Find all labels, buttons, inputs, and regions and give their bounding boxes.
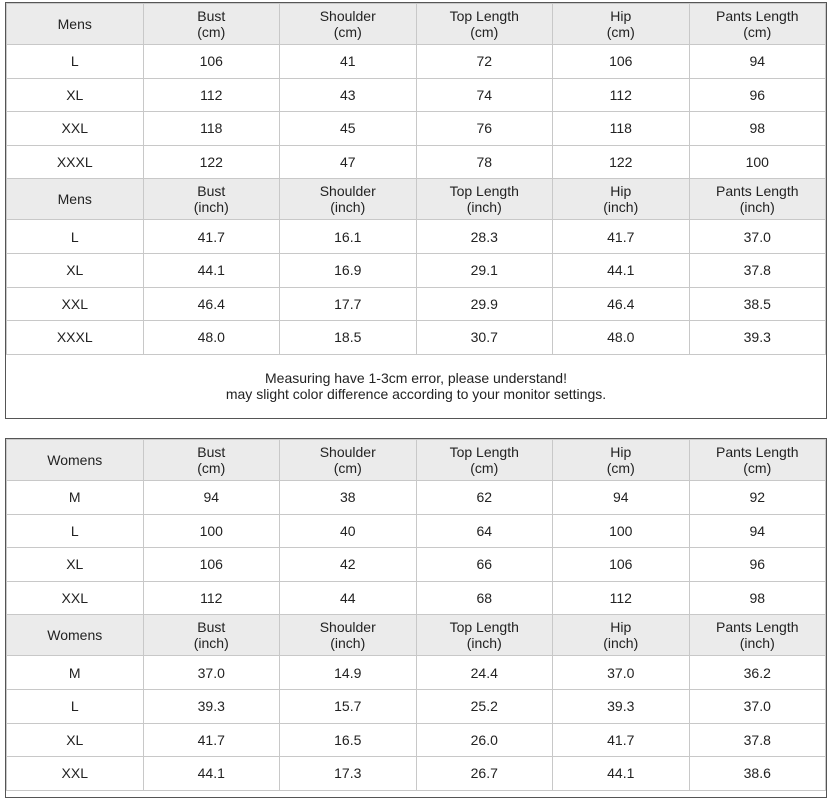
measurement-cell: 37.8 — [689, 253, 826, 287]
size-cell: XL — [7, 78, 144, 112]
table-row — [7, 689, 826, 723]
measurement-cell: 94 — [689, 514, 826, 548]
measurement-cell: 76 — [416, 112, 553, 146]
column-header-unit: (cm) — [197, 460, 226, 476]
measurement-cell: 40 — [280, 514, 417, 548]
measurement-cell: 66 — [416, 548, 553, 582]
measurement-cell: 30.7 — [416, 321, 553, 355]
column-header-name: Pants Length — [715, 8, 799, 24]
column-header-unit: (inch) — [193, 635, 229, 652]
measurement-cell: 68 — [416, 581, 553, 615]
measurement-cell: 100 — [143, 514, 280, 548]
measurement-cell: 44.1 — [553, 757, 690, 791]
measurement-cell: 46.4 — [143, 287, 280, 321]
column-header-unit: (inch) — [739, 635, 775, 652]
column-header-name: Hip — [610, 183, 632, 200]
column-header-unit: (inch) — [330, 199, 366, 216]
column-header-name: Hip — [610, 619, 632, 636]
measurement-cell: 106 — [143, 548, 280, 582]
measurement-cell: 72 — [416, 45, 553, 79]
column-header-unit: (inch) — [330, 635, 366, 652]
measurement-cell: 112 — [553, 581, 690, 615]
column-header-unit: (inch) — [603, 199, 639, 216]
size-cell: XL — [7, 548, 144, 582]
column-header-name: Shoulder — [319, 444, 376, 460]
measurement-cell: 122 — [143, 145, 280, 179]
column-header — [280, 4, 417, 45]
measurement-cell: 100 — [553, 514, 690, 548]
measurement-cell: 78 — [416, 145, 553, 179]
measurement-cell: 96 — [689, 78, 826, 112]
measurement-cell: 41.7 — [143, 723, 280, 757]
womens-size-table — [6, 439, 826, 791]
column-header-unit: (cm) — [743, 24, 772, 40]
measurement-cell: 37.0 — [143, 656, 280, 690]
column-header — [416, 615, 553, 656]
size-cell: XXXL — [7, 145, 144, 179]
measurement-cell: 44.1 — [143, 253, 280, 287]
measurement-cell: 29.1 — [416, 253, 553, 287]
column-header — [416, 4, 553, 45]
measurement-cell: 98 — [689, 112, 826, 146]
measurement-cell: 74 — [416, 78, 553, 112]
measurement-cell: 100 — [689, 145, 826, 179]
measurement-cell: 94 — [143, 481, 280, 515]
column-header-name: Pants Length — [715, 619, 799, 636]
measurement-cell: 48.0 — [553, 321, 690, 355]
measurement-cell: 38 — [280, 481, 417, 515]
column-header-name: Top Length — [449, 8, 519, 24]
size-cell: XXL — [7, 581, 144, 615]
column-header-name: Pants Length — [715, 183, 799, 200]
size-cell: XXL — [7, 287, 144, 321]
section-label: Womens — [7, 440, 144, 481]
table-row — [7, 656, 826, 690]
column-header-unit: (cm) — [743, 460, 772, 476]
column-header — [553, 440, 690, 481]
measurement-cell: 16.9 — [280, 253, 417, 287]
mens-size-table — [6, 3, 826, 355]
column-header-unit: (inch) — [466, 635, 502, 652]
column-header — [689, 615, 826, 656]
measurement-cell: 112 — [143, 581, 280, 615]
measurement-cell: 25.2 — [416, 689, 553, 723]
note-line-2: may slight color difference according to your monitor settings. — [225, 386, 607, 403]
size-cell: L — [7, 514, 144, 548]
size-cell: XL — [7, 253, 144, 287]
column-header-unit: (cm) — [606, 24, 635, 40]
table-row — [7, 757, 826, 791]
measurement-cell: 96 — [689, 548, 826, 582]
measurement-cell: 38.5 — [689, 287, 826, 321]
measurement-cell: 122 — [553, 145, 690, 179]
section-label: Mens — [7, 179, 144, 220]
column-header-name: Shoulder — [319, 8, 376, 24]
measurement-cell: 112 — [143, 78, 280, 112]
measurement-cell: 62 — [416, 481, 553, 515]
measurement-cell: 98 — [689, 581, 826, 615]
column-header-unit: (inch) — [739, 199, 775, 216]
measurement-cell: 118 — [553, 112, 690, 146]
size-cell: M — [7, 481, 144, 515]
column-header-name: Bust — [197, 619, 226, 636]
measurement-cell: 16.5 — [280, 723, 417, 757]
measurement-cell: 64 — [416, 514, 553, 548]
measurement-cell: 18.5 — [280, 321, 417, 355]
column-header — [143, 179, 280, 220]
measurement-note — [6, 355, 826, 418]
size-cell: XXL — [7, 757, 144, 791]
measurement-cell: 106 — [553, 548, 690, 582]
column-header-name: Top Length — [449, 444, 519, 460]
column-header-unit: (inch) — [603, 635, 639, 652]
measurement-cell: 39.3 — [553, 689, 690, 723]
table-row — [7, 78, 826, 112]
column-header-unit: (cm) — [470, 460, 499, 476]
column-header-name: Shoulder — [319, 619, 376, 636]
measurement-cell: 42 — [280, 548, 417, 582]
measurement-cell: 39.3 — [689, 321, 826, 355]
table-row — [7, 287, 826, 321]
measurement-cell: 41.7 — [553, 723, 690, 757]
measurement-cell: 94 — [689, 45, 826, 79]
size-cell: M — [7, 656, 144, 690]
measurement-cell: 38.6 — [689, 757, 826, 791]
column-header — [689, 440, 826, 481]
measurement-cell: 14.9 — [280, 656, 417, 690]
mens-size-chart — [5, 2, 827, 419]
section-label: Mens — [7, 4, 144, 45]
column-header — [280, 440, 417, 481]
measurement-cell: 112 — [553, 78, 690, 112]
measurement-cell: 37.8 — [689, 723, 826, 757]
measurement-cell: 16.1 — [280, 220, 417, 254]
measurement-cell: 37.0 — [689, 689, 826, 723]
column-header-name: Top Length — [449, 183, 519, 200]
column-header-unit: (cm) — [333, 460, 362, 476]
column-header-name: Bust — [197, 444, 226, 460]
column-header-unit: (cm) — [606, 460, 635, 476]
measurement-cell: 37.0 — [689, 220, 826, 254]
measurement-cell: 43 — [280, 78, 417, 112]
measurement-cell: 41 — [280, 45, 417, 79]
measurement-cell: 28.3 — [416, 220, 553, 254]
table-row — [7, 145, 826, 179]
table-row — [7, 723, 826, 757]
measurement-cell: 36.2 — [689, 656, 826, 690]
column-header-unit: (cm) — [470, 24, 499, 40]
size-cell: L — [7, 220, 144, 254]
measurement-cell: 26.0 — [416, 723, 553, 757]
column-header — [416, 179, 553, 220]
measurement-cell: 41.7 — [553, 220, 690, 254]
measurement-cell: 106 — [143, 45, 280, 79]
column-header-name: Pants Length — [715, 444, 799, 460]
column-header-unit: (cm) — [197, 24, 226, 40]
measurement-cell: 106 — [553, 45, 690, 79]
size-cell: XL — [7, 723, 144, 757]
measurement-cell: 45 — [280, 112, 417, 146]
column-header — [143, 4, 280, 45]
measurement-cell: 17.7 — [280, 287, 417, 321]
measurement-cell: 41.7 — [143, 220, 280, 254]
column-header — [143, 440, 280, 481]
column-header — [689, 179, 826, 220]
table-row — [7, 481, 826, 515]
size-cell: L — [7, 45, 144, 79]
measurement-cell: 47 — [280, 145, 417, 179]
column-header — [553, 179, 690, 220]
table-row — [7, 253, 826, 287]
column-header — [416, 440, 553, 481]
measurement-cell: 118 — [143, 112, 280, 146]
measurement-cell: 92 — [689, 481, 826, 515]
column-header — [280, 615, 417, 656]
column-header-unit: (cm) — [333, 24, 362, 40]
womens-cm-header-row — [7, 440, 826, 481]
column-header-name: Hip — [610, 444, 632, 460]
column-header — [553, 4, 690, 45]
size-cell: XXL — [7, 112, 144, 146]
mens-cm-header-row — [7, 4, 826, 45]
measurement-cell: 29.9 — [416, 287, 553, 321]
measurement-cell: 46.4 — [553, 287, 690, 321]
column-header-unit: (inch) — [466, 199, 502, 216]
measurement-cell: 39.3 — [143, 689, 280, 723]
column-header — [689, 4, 826, 45]
table-row — [7, 321, 826, 355]
mens-inch-header-row — [7, 179, 826, 220]
column-header-name: Bust — [197, 8, 226, 24]
measurement-cell: 37.0 — [553, 656, 690, 690]
table-row — [7, 112, 826, 146]
column-header — [553, 615, 690, 656]
size-cell: L — [7, 689, 144, 723]
column-header — [280, 179, 417, 220]
measurement-cell: 24.4 — [416, 656, 553, 690]
column-header-name: Hip — [610, 8, 632, 24]
measurement-cell: 15.7 — [280, 689, 417, 723]
measurement-cell: 44 — [280, 581, 417, 615]
column-header — [143, 615, 280, 656]
size-cell: XXXL — [7, 321, 144, 355]
table-row — [7, 514, 826, 548]
measurement-cell: 44.1 — [553, 253, 690, 287]
measurement-cell: 26.7 — [416, 757, 553, 791]
measurement-cell: 44.1 — [143, 757, 280, 791]
column-header-name: Shoulder — [319, 183, 376, 200]
column-header-name: Top Length — [449, 619, 519, 636]
measurement-cell: 94 — [553, 481, 690, 515]
measurement-cell: 48.0 — [143, 321, 280, 355]
table-row — [7, 548, 826, 582]
note-line-1: Measuring have 1-3cm error, please understand! — [265, 370, 567, 387]
table-row — [7, 581, 826, 615]
womens-inch-header-row — [7, 615, 826, 656]
section-label: Womens — [7, 615, 144, 656]
table-row — [7, 220, 826, 254]
column-header-unit: (inch) — [193, 199, 229, 216]
column-header-name: Bust — [197, 183, 226, 200]
womens-size-chart — [5, 438, 827, 798]
table-row — [7, 45, 826, 79]
measurement-cell: 17.3 — [280, 757, 417, 791]
